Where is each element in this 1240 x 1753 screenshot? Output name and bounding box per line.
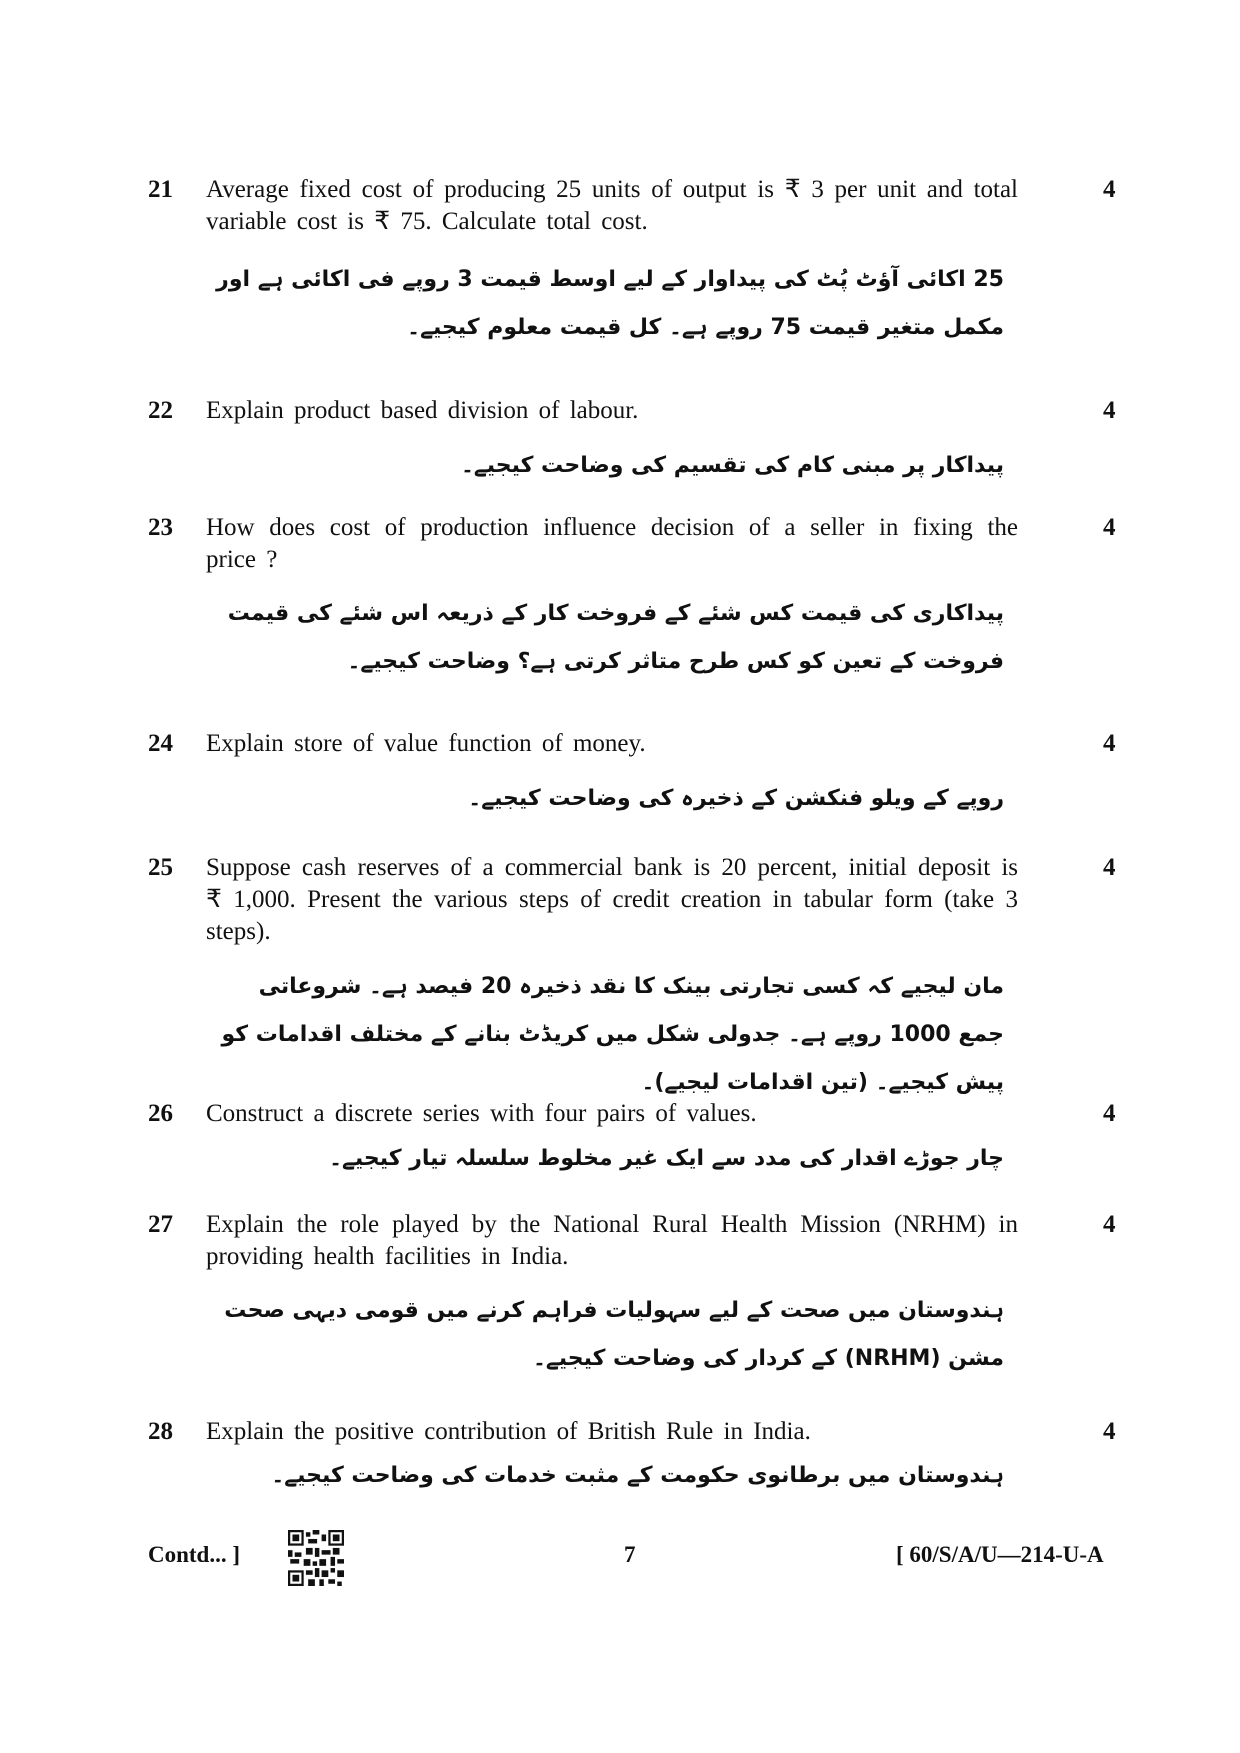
question-number: 28 (148, 1418, 173, 1445)
question-marks: 4 (1103, 176, 1116, 203)
paper-code: [ 60/S/A/U—214-U-A (896, 1542, 1104, 1567)
question-marks: 4 (1103, 514, 1116, 541)
question-text-english: Explain the positive contribution of British Rule in India. (206, 1418, 811, 1445)
question-text-urdu: پیداکار پر مبنی کام کی تقسیم کی وضاحت کیجیے۔ (461, 453, 1004, 478)
question-text-urdu: مان لیجیے کہ کسی تجارتی بینک کا نقد ذخیرہ 20 فیصد ہے۔ شروعاتی جمع 1000 روپے ہے۔ جدولی شکل میں کریڈٹ بنانے کے مختلف اقدامات کو پیش کیجیے۔ (تین اقدامات لیجیے)۔ (221, 974, 1004, 1095)
question-number: 27 (148, 1211, 173, 1238)
question-text-urdu: چار جوڑے اقدار کی مدد سے ایک غیر مخلوط سلسلہ تیار کیجیے۔ (329, 1146, 1004, 1171)
question-number: 23 (148, 514, 173, 541)
question-text-urdu: 25 اکائی آؤٹ پُٹ کی پیداوار کے لیے اوسط قیمت 3 روپے فی اکائی ہے اور مکمل متغیر قیمت 75 روپے ہے۔ کل قیمت معلوم کیجیے۔ (216, 267, 1004, 340)
contd-label: Contd... ] (148, 1542, 241, 1567)
question-text-english: Explain product based division of labour. (206, 397, 639, 424)
qr-code-icon (288, 1530, 344, 1586)
question-text-english: Explain store of value function of money. (206, 730, 646, 757)
question-text-english: Explain the role played by the National Rural Health Mission (NRHM) in providing health facilities in India. (206, 1211, 1018, 1270)
question-text-english: Construct a discrete series with four pairs of values. (206, 1100, 757, 1127)
question-text-english: Average fixed cost of producing 25 units of output is ₹ 3 per unit and total variable cost is ₹ 75. Calculate total cost. (206, 176, 1018, 235)
question-number: 21 (148, 176, 173, 203)
question-marks: 4 (1103, 1211, 1116, 1238)
question-text-urdu: روپے کے ویلو فنکشن کے ذخیرہ کی وضاحت کیجیے۔ (468, 786, 1004, 811)
question-number: 25 (148, 854, 173, 881)
question-number: 26 (148, 1100, 173, 1127)
page-number: 7 (624, 1542, 636, 1567)
question-marks: 4 (1103, 397, 1116, 424)
question-text-urdu: پیداکاری کی قیمت کس شئے کے فروخت کار کے ذریعہ اس شئے کی قیمت فروخت کے تعین کو کس طرح متاثر کرتی ہے؟ وضاحت کیجیے۔ (227, 601, 1004, 674)
question-marks: 4 (1103, 1418, 1116, 1445)
question-text-urdu: ہندوستان میں صحت کے لیے سہولیات فراہم کرنے میں قومی دیہی صحت مشن (NRHM) کے کردار کی وضاحت کیجیے۔ (224, 1298, 1004, 1371)
question-text-english: Suppose cash reserves of a commercial bank is 20 percent, initial deposit is ₹ 1,000. Present the various steps of credit creation in tabular form (take 3 steps). (206, 854, 1018, 945)
question-text-urdu: ہندوستان میں برطانوی حکومت کے مثبت خدمات کی وضاحت کیجیے۔ (271, 1463, 1004, 1488)
question-marks: 4 (1103, 1100, 1116, 1127)
question-marks: 4 (1103, 854, 1116, 881)
question-marks: 4 (1103, 730, 1116, 757)
question-text-english: How does cost of production influence decision of a seller in fixing the price ? (206, 514, 1018, 573)
question-number: 22 (148, 397, 173, 424)
question-number: 24 (148, 730, 173, 757)
